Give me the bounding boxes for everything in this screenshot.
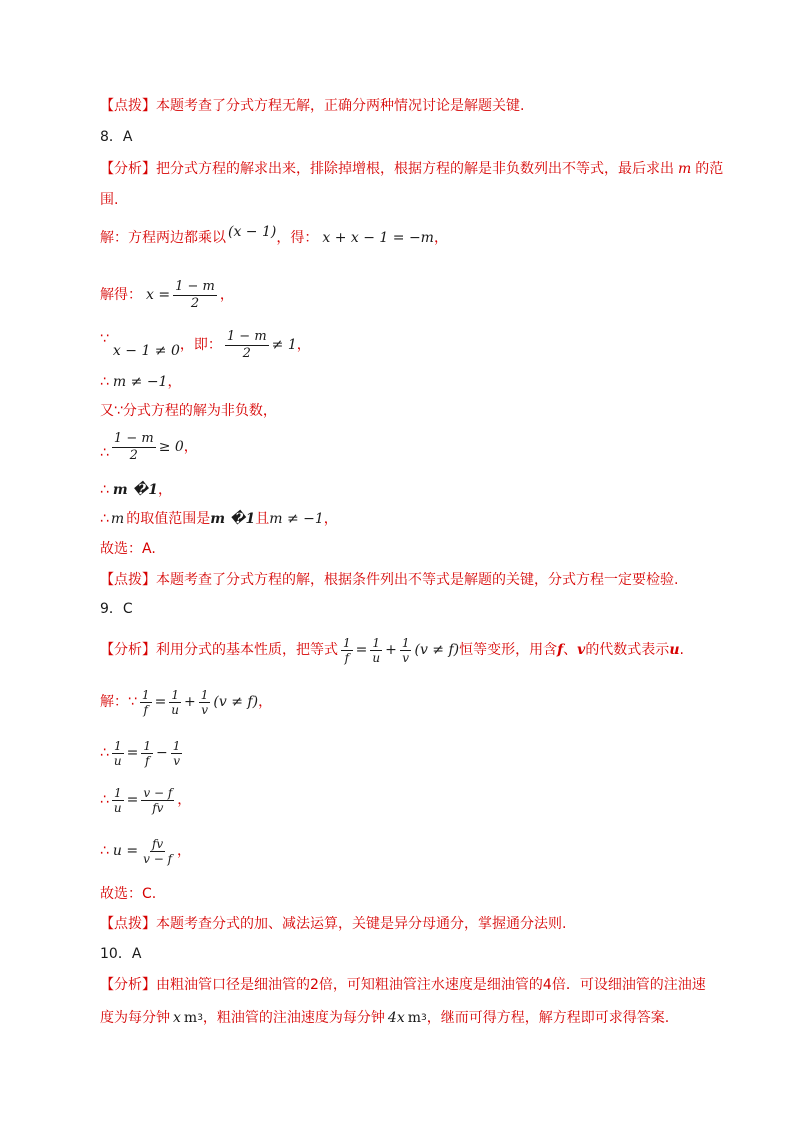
fraction-denominator: 2 — [242, 345, 251, 361]
unit-exponent: 3 — [197, 1013, 203, 1023]
solution-line-2 — [100, 280, 740, 310]
equals-sign: = — [355, 642, 368, 658]
punctuation: ， — [258, 694, 273, 710]
equals-sign: = — [126, 745, 139, 761]
math-lhs: x = — [146, 287, 171, 303]
fraction-denominator: u — [113, 800, 122, 815]
question-number: 8．A — [100, 129, 133, 145]
choice-text: 故选：A. — [100, 541, 156, 557]
solution-9-line-4 — [100, 835, 740, 867]
math-expression: m �1 — [112, 482, 158, 498]
fraction-denominator: f — [344, 650, 350, 665]
math-fraction — [171, 739, 183, 768]
choice-line-9 — [100, 884, 740, 904]
fraction-denominator: u — [113, 753, 122, 768]
math-lhs: u = — [112, 843, 139, 859]
solution-line-1 — [100, 224, 740, 248]
fraction-numerator: 1 − m — [175, 278, 215, 294]
math-condition: (v ≠ f) — [414, 642, 460, 658]
plus-sign: + — [184, 694, 196, 710]
math-fraction — [370, 636, 382, 665]
fraction-numerator: 1 — [200, 687, 209, 702]
math-expression: m ≠ −1 — [269, 511, 324, 527]
solution-line-4 — [100, 372, 740, 392]
solution-text: 又∵分式方程的解为非负数， — [100, 403, 277, 419]
analysis-tag: 【分析】 — [100, 642, 156, 658]
equals-sign: = — [126, 792, 139, 808]
fraction-denominator: f — [143, 702, 148, 717]
math-rhs: ≥ 0 — [158, 439, 184, 455]
math-fraction — [141, 837, 174, 866]
punctuation: ， — [296, 337, 311, 353]
hint-line-1 — [100, 96, 740, 116]
hint-text: 本题考查了分式方程无解，正确分两种情况讨论是解题关键. — [156, 98, 525, 114]
question-9-answer — [100, 599, 740, 619]
solution-text: 的取值范围是 — [126, 511, 211, 527]
math-expression: m �1 — [210, 511, 256, 527]
math-condition: (v ≠ f) — [213, 694, 259, 710]
fraction-denominator: f — [144, 753, 150, 768]
fraction-denominator: v — [201, 702, 208, 717]
fraction-numerator: 1 — [113, 785, 122, 800]
math-fraction — [112, 431, 156, 464]
fraction-numerator: v − f — [143, 785, 173, 800]
hint-tag: 【点拨】 — [100, 98, 156, 114]
solution-text: ，得： — [276, 230, 319, 246]
minus-sign: − — [156, 745, 168, 761]
analysis-9-line — [100, 633, 740, 667]
solution-line-7 — [100, 480, 740, 500]
analysis-text: 恒等变形，用含 — [459, 642, 558, 658]
solution-line-3 — [100, 328, 740, 362]
math-fraction — [400, 636, 412, 665]
solution-line-8 — [100, 509, 740, 529]
solution-text: 且 — [255, 511, 270, 527]
question-number: 9．C — [100, 601, 133, 617]
analysis-text: ，继而可得方程，解方程即可求得答案. — [426, 1010, 670, 1026]
choice-line — [100, 539, 740, 559]
hint-tag: 【点拨】 — [100, 916, 156, 932]
because-symbol: ∵ — [100, 331, 109, 347]
therefore-symbol: ∴ — [100, 843, 109, 859]
solution-text: 解得： — [100, 287, 142, 303]
plus-sign: + — [385, 642, 397, 658]
fraction-denominator: u — [171, 702, 180, 717]
punctuation: ， — [157, 482, 172, 498]
fraction-denominator: v — [173, 753, 180, 768]
fraction-denominator: fv — [152, 800, 164, 815]
math-var-m: m — [110, 511, 125, 527]
analysis-text: 的代数式表示 — [585, 642, 670, 658]
solution-9-line-3 — [100, 784, 740, 816]
math-expression: (x − 1) — [228, 224, 277, 240]
math-fraction — [341, 636, 353, 665]
punctuation: ， — [433, 230, 448, 246]
fraction-numerator: 1 — [141, 687, 150, 702]
punctuation: ， — [177, 843, 192, 859]
analysis-text: 由粗油管口径是细油管的2倍，可知粗油管注水速度是细油管的4倍．可设细油管的注油速 — [156, 977, 706, 993]
unit-m: m — [407, 1010, 422, 1026]
fraction-numerator: 1 — [172, 738, 181, 753]
fraction-denominator: v — [402, 650, 410, 665]
math-fraction — [141, 786, 174, 815]
analysis-text-tail: 的范 — [695, 161, 724, 177]
therefore-symbol: ∴ — [100, 745, 109, 761]
analysis-tag: 【分析】 — [100, 161, 156, 177]
math-fraction — [173, 279, 217, 312]
question-8-answer — [100, 127, 740, 147]
analysis-text-cont: 围. — [100, 192, 119, 208]
analysis-text: 把分式方程的解求出来，排除掉增根，根据方程的解是非负数列出不等式，最后求出 — [156, 161, 674, 177]
solution-text: ，即： — [179, 337, 222, 353]
math-fraction — [112, 786, 124, 815]
math-fraction — [112, 739, 124, 768]
fraction-numerator: 1 — [113, 738, 122, 753]
therefore-symbol: ∴ — [100, 374, 109, 390]
solution-text: 解：∵ — [100, 694, 137, 710]
hint-line-2 — [100, 570, 740, 590]
fraction-numerator: 1 — [171, 687, 179, 702]
therefore-symbol: ∴ — [100, 792, 109, 808]
solution-9-line-2 — [100, 737, 740, 769]
analysis-10-line-2 — [100, 1008, 740, 1028]
math-var-m: m — [678, 161, 692, 177]
fraction-numerator: 1 — [143, 738, 152, 753]
fraction-denominator: 2 — [190, 295, 200, 311]
unit-m: m — [183, 1010, 198, 1026]
analysis-text: ，粗油管的注油速度为每分钟 — [202, 1010, 385, 1026]
solution-9-line-1 — [100, 686, 740, 718]
punctuation: ， — [183, 439, 198, 455]
analysis-text: 度为每分钟 — [100, 1010, 170, 1026]
solution-line-6 — [100, 430, 740, 464]
math-rhs: ≠ 1 — [271, 337, 297, 353]
fraction-numerator: 1 — [401, 635, 410, 650]
fraction-numerator: 1 — [343, 635, 351, 650]
punctuation: ， — [219, 287, 234, 303]
separator: 、 — [563, 642, 578, 658]
math-fraction — [199, 688, 211, 717]
punctuation: ， — [167, 374, 182, 390]
math-var-v: v — [577, 642, 586, 658]
math-fraction — [140, 688, 152, 717]
choice-text: 故选：C. — [100, 886, 157, 902]
punctuation: . — [679, 642, 684, 658]
math-var-x: x — [173, 1010, 181, 1026]
unit-exponent: 3 — [421, 1013, 427, 1023]
fraction-denominator: v − f — [143, 851, 173, 866]
hint-line-3 — [100, 914, 740, 934]
analysis-tag: 【分析】 — [100, 977, 156, 993]
fraction-numerator: fv — [151, 836, 164, 851]
math-var-f: f — [557, 642, 564, 658]
math-fraction — [141, 739, 153, 768]
hint-text: 本题考查了分式方程的解，根据条件列出不等式是解题的关键，分式方程一定要检验. — [156, 572, 679, 588]
math-fraction — [225, 329, 269, 362]
analysis-10-line-1 — [100, 975, 740, 995]
question-number: 10．A — [100, 946, 142, 962]
therefore-symbol: ∴ — [100, 511, 109, 527]
punctuation: ， — [177, 792, 192, 808]
equals-sign: = — [154, 694, 167, 710]
therefore-symbol: ∴ — [100, 482, 109, 498]
math-equation: x + x − 1 = −m — [322, 230, 434, 246]
math-expression: m ≠ −1 — [112, 374, 168, 390]
solution-line-5 — [100, 401, 740, 421]
hint-tag: 【点拨】 — [100, 572, 156, 588]
analysis-8-line-1 — [100, 159, 740, 179]
therefore-symbol: ∴ — [100, 445, 109, 461]
fraction-denominator: u — [372, 650, 381, 665]
fraction-numerator: 1 − m — [226, 328, 267, 344]
math-fraction — [169, 688, 181, 717]
question-10-answer — [100, 944, 740, 964]
fraction-numerator: 1 − m — [113, 430, 154, 446]
math-inequality: x − 1 ≠ 0 — [112, 343, 180, 359]
analysis-8-line-2 — [100, 190, 740, 210]
math-var-u: u — [669, 642, 680, 658]
punctuation: ， — [323, 511, 338, 527]
fraction-denominator: 2 — [129, 447, 138, 463]
math-expression: 4x — [387, 1010, 405, 1026]
hint-text: 本题考查分式的加、减法运算，关键是异分母通分，掌握通分法则. — [156, 916, 567, 932]
analysis-text: 利用分式的基本性质，把等式 — [156, 642, 338, 658]
solution-text: 解：方程两边都乘以 — [100, 230, 226, 246]
fraction-numerator: 1 — [372, 635, 381, 650]
